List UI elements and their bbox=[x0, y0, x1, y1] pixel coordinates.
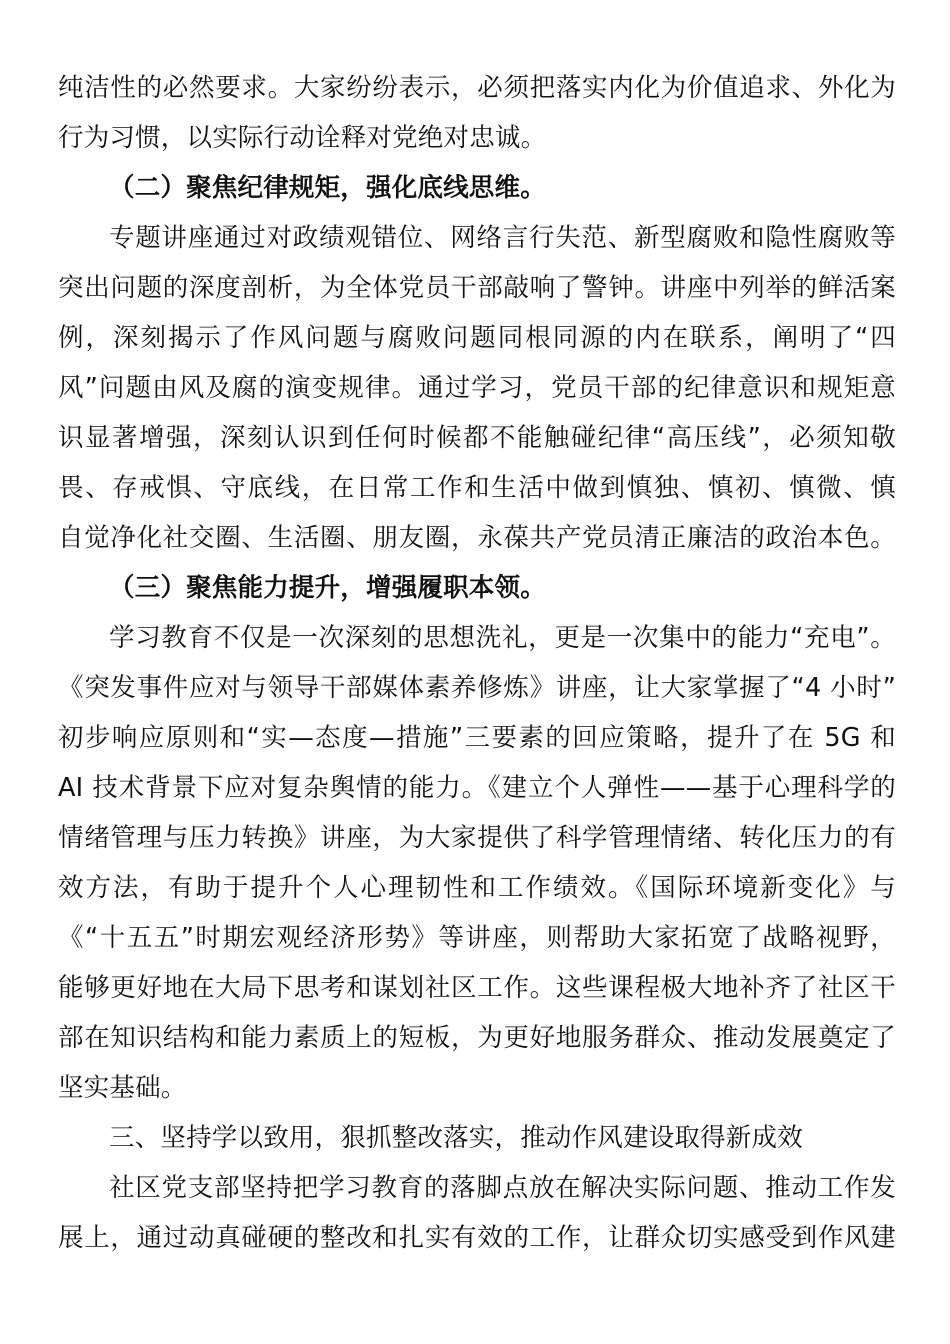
paragraph-line: 展上，通过动真碰硬的整改和扎实有效的工作，让群众切实感受到作风建 bbox=[58, 1223, 896, 1253]
paragraph-line: 《“十五五”时期宏观经济形势》等讲座，则帮助大家拓宽了战略视野， bbox=[58, 923, 896, 953]
paragraph-line: 社区党支部坚持把学习教育的落脚点放在解决实际问题、推动工作发 bbox=[109, 1173, 896, 1203]
paragraph-line: 能够更好地在大局下思考和谋划社区工作。这些课程极大地补齐了社区干 bbox=[58, 973, 896, 1003]
section-heading-3: （三）聚焦能力提升，增强履职本领。 bbox=[109, 573, 546, 603]
paragraph-line: 识显著增强，深刻认识到任何时候都不能触碰纪律“高压线”，必须知敬 bbox=[58, 423, 896, 453]
paragraph-line: 专题讲座通过对政绩观错位、网络言行失范、新型腐败和隐性腐败等 bbox=[109, 223, 896, 253]
paragraph-line: 例，深刻揭示了作风问题与腐败问题同根同源的内在联系，阐明了“四 bbox=[58, 323, 896, 353]
paragraph-line: 学习教育不仅是一次深刻的思想洗礼，更是一次集中的能力“充电”。 bbox=[109, 623, 896, 653]
paragraph-line: 初步响应原则和“实—态度—措施”三要素的回应策略，提升了在 5G 和 bbox=[58, 723, 896, 753]
paragraph-line: 风”问题由风及腐的演变规律。通过学习，党员干部的纪律意识和规矩意 bbox=[58, 373, 896, 403]
paragraph-line: 部在知识结构和能力素质上的短板，为更好地服务群众、推动发展奠定了 bbox=[58, 1023, 896, 1053]
section-heading-2: （二）聚焦纪律规矩，强化底线思维。 bbox=[109, 173, 546, 203]
paragraph-line: 自觉净化社交圈、生活圈、朋友圈，永葆共产党员清正廉洁的政治本色。 bbox=[58, 523, 896, 553]
paragraph-line: 行为习惯，以实际行动诠释对党绝对忠诚。 bbox=[58, 123, 547, 153]
paragraph-line: 《突发事件应对与领导干部媒体素养修炼》讲座，让大家掌握了“4 小时” bbox=[58, 673, 896, 703]
paragraph-line: 突出问题的深度剖析，为全体党员干部敲响了警钟。讲座中列举的鲜活案 bbox=[58, 273, 896, 303]
paragraph-line: 纯洁性的必然要求。大家纷纷表示，必须把落实内化为价值追求、外化为 bbox=[58, 73, 896, 103]
paragraph-line: 畏、存戒惧、守底线，在日常工作和生活中做到慎独、慎初、慎微、慎 bbox=[58, 473, 896, 503]
paragraph-line: 坚实基础。 bbox=[58, 1073, 187, 1103]
paragraph-line: 效方法，有助于提升个人心理韧性和工作绩效。《国际环境新变化》与 bbox=[58, 873, 896, 903]
document-page bbox=[58, 63, 896, 1263]
paragraph-line: AI 技术背景下应对复杂舆情的能力。《建立个人弹性——基于心理科学的 bbox=[58, 773, 896, 803]
paragraph-line: 情绪管理与压力转换》讲座，为大家提供了科学管理情绪、转化压力的有 bbox=[58, 823, 896, 853]
section-heading-three: 三、坚持学以致用，狠抓整改落实，推动作风建设取得新成效 bbox=[109, 1123, 803, 1153]
